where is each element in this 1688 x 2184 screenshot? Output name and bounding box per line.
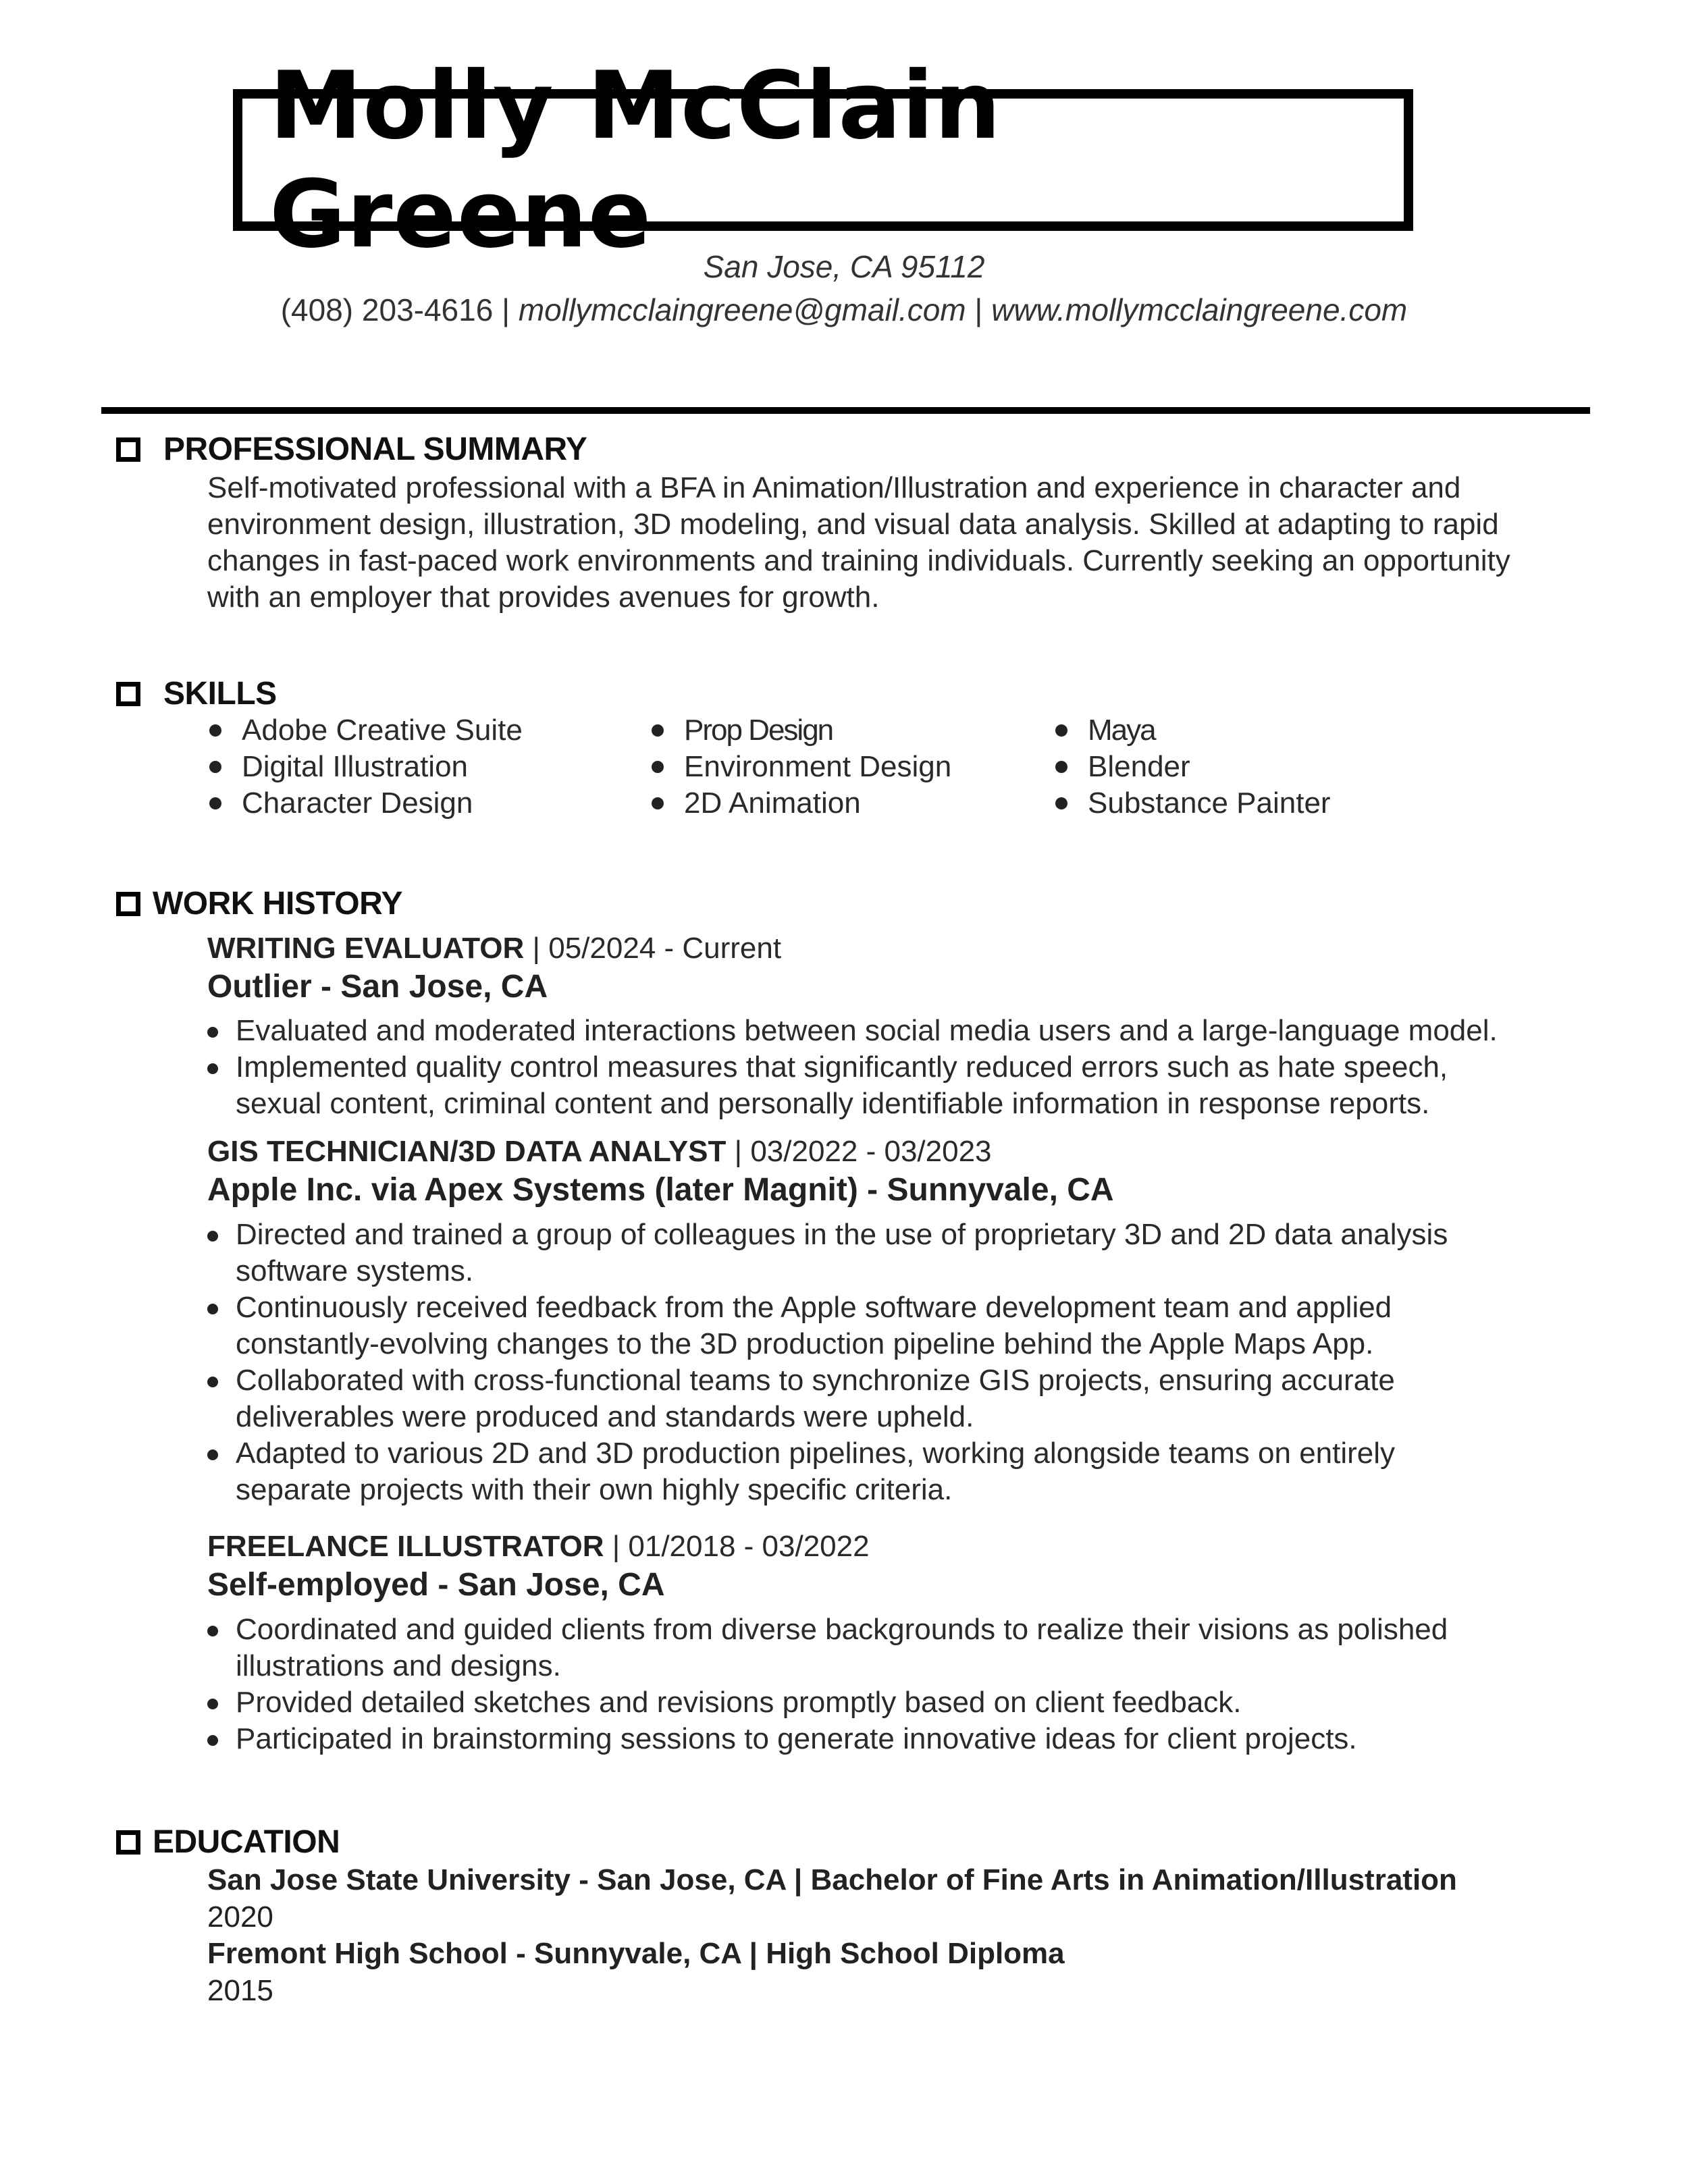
skill-item: Character Design: [209, 785, 523, 822]
section-title: WORK HISTORY: [153, 886, 403, 922]
bullet-icon: [207, 1449, 218, 1460]
section-heading-work: [116, 885, 402, 922]
job-bullets: [207, 1217, 1564, 1508]
job-title-line: WRITING EVALUATOR | 05/2024 - Current: [207, 932, 782, 965]
email-link[interactable]: mollymcclaingreene@gmail.com: [518, 292, 966, 327]
summary-line: changes in fast-paced work environments and training individuals. Currently seeking an opportunity: [207, 544, 1510, 577]
bullet-icon: [207, 1027, 218, 1038]
website-link[interactable]: www.mollymcclaingreene.com: [991, 292, 1408, 327]
section-heading-skills: [116, 675, 277, 712]
checkbox-square-icon: [116, 892, 140, 916]
list-item: Collaborated with cross-functional teams to synchronize GIS projects, ensuring accurate deliverables were produced and standards were upheld.: [207, 1362, 1564, 1435]
summary-line: with an employer that provides avenues for growth.: [207, 581, 880, 614]
list-item: Implemented quality control measures that significantly reduced errors such as hate speech, sexual content, criminal content and personally identifiable information in response reports.: [207, 1049, 1564, 1122]
section-title: PROFESSIONAL SUMMARY: [163, 431, 587, 467]
section-title: SKILLS: [163, 676, 277, 712]
bullet-icon: [209, 724, 221, 737]
list-item: Provided detailed sketches and revisions promptly based on client feedback.: [207, 1684, 1564, 1721]
list-item: Adapted to various 2D and 3D production pipelines, working alongside teams on entirely separate projects with their own highly specific criteria.: [207, 1435, 1564, 1508]
section-heading-education: [116, 1823, 340, 1861]
bullet-icon: [207, 1231, 218, 1242]
checkbox-square-icon: [116, 1830, 140, 1855]
section-heading-summary: [116, 431, 587, 468]
job-title: FREELANCE ILLUSTRATOR: [207, 1530, 604, 1563]
bullet-icon: [209, 761, 221, 773]
job-title-line: GIS TECHNICIAN/3D DATA ANALYST | 03/2022 - 03/2023: [207, 1135, 992, 1168]
bullet-icon: [207, 1304, 218, 1314]
education-year: 2015: [207, 1974, 273, 2007]
skill-item: Prop Design: [652, 712, 951, 749]
skill-item: Environment Design: [652, 749, 951, 785]
job-company: Self-employed - San Jose, CA: [207, 1567, 665, 1603]
job-company: Apple Inc. via Apex Systems (later Magnit) - Sunnyvale, CA: [207, 1172, 1114, 1208]
education-year: 2020: [207, 1900, 273, 1934]
checkbox-square-icon: [116, 682, 140, 706]
header-divider: [101, 407, 1590, 414]
bullet-icon: [207, 1699, 218, 1709]
skill-item: Maya: [1055, 712, 1331, 749]
skills-column-3: [1055, 712, 1331, 822]
job-company: Outlier - San Jose, CA: [207, 969, 548, 1005]
skill-item: Blender: [1055, 749, 1331, 785]
list-item: Participated in brainstorming sessions to generate innovative ideas for client projects.: [207, 1721, 1564, 1757]
bullet-icon: [652, 724, 664, 737]
summary-paragraph: [207, 470, 1564, 616]
job-title: GIS TECHNICIAN/3D DATA ANALYST: [207, 1135, 727, 1168]
bullet-icon: [652, 797, 664, 809]
phone: (408) 203-4616: [280, 292, 494, 327]
job-dates: 01/2018 - 03/2022: [628, 1530, 870, 1563]
bullet-icon: [207, 1063, 218, 1074]
skills-column-2: [652, 712, 951, 822]
skill-item: Substance Painter: [1055, 785, 1331, 822]
separator: |: [502, 292, 510, 327]
candidate-name: Molly McClain Greene: [269, 51, 1002, 269]
job-title: WRITING EVALUATOR: [207, 932, 525, 965]
checkbox-square-icon: [116, 437, 140, 462]
bullet-icon: [652, 761, 664, 773]
summary-line: environment design, illustration, 3D modeling, and visual data analysis. Skilled at adapting to rapid: [207, 508, 1499, 541]
job-bullets: [207, 1013, 1564, 1122]
skill-item: 2D Animation: [652, 785, 951, 822]
job-bullets: [207, 1612, 1564, 1757]
education-school: San Jose State University - San Jose, CA | Bachelor of Fine Arts in Animation/Illustration: [207, 1863, 1457, 1896]
list-item: Evaluated and moderated interactions between social media users and a large-language model.: [207, 1013, 1564, 1049]
separator: |: [974, 292, 983, 327]
education-school: Fremont High School - Sunnyvale, CA | High School Diploma: [207, 1937, 1065, 1970]
bullet-icon: [1055, 797, 1067, 809]
location: San Jose, CA 95112: [703, 249, 985, 284]
skill-item: Adobe Creative Suite: [209, 712, 523, 749]
list-item: Coordinated and guided clients from diverse backgrounds to realize their visions as polished illustrations and designs.: [207, 1612, 1564, 1684]
section-title: EDUCATION: [153, 1824, 340, 1860]
bullet-icon: [209, 797, 221, 809]
list-item: Directed and trained a group of colleagues in the use of proprietary 3D and 2D data analysis software systems.: [207, 1217, 1564, 1289]
bullet-icon: [1055, 724, 1067, 737]
job-dates: 05/2024 - Current: [548, 932, 782, 965]
location-line: [0, 248, 1688, 285]
bullet-icon: [207, 1377, 218, 1387]
bullet-icon: [207, 1735, 218, 1746]
job-title-line: FREELANCE ILLUSTRATOR | 01/2018 - 03/2022: [207, 1530, 870, 1563]
bullet-icon: [1055, 761, 1067, 773]
list-item: Continuously received feedback from the Apple software development team and applied constantly-evolving changes to the 3D production pipeline behind the Apple Maps App.: [207, 1289, 1564, 1362]
skill-item: Digital Illustration: [209, 749, 523, 785]
bullet-icon: [207, 1626, 218, 1636]
job-dates: 03/2022 - 03/2023: [750, 1135, 992, 1168]
summary-line: Self-motivated professional with a BFA in Animation/Illustration and experience in character and: [207, 471, 1461, 504]
skills-column-1: [209, 712, 523, 822]
contact-line: [0, 292, 1688, 328]
